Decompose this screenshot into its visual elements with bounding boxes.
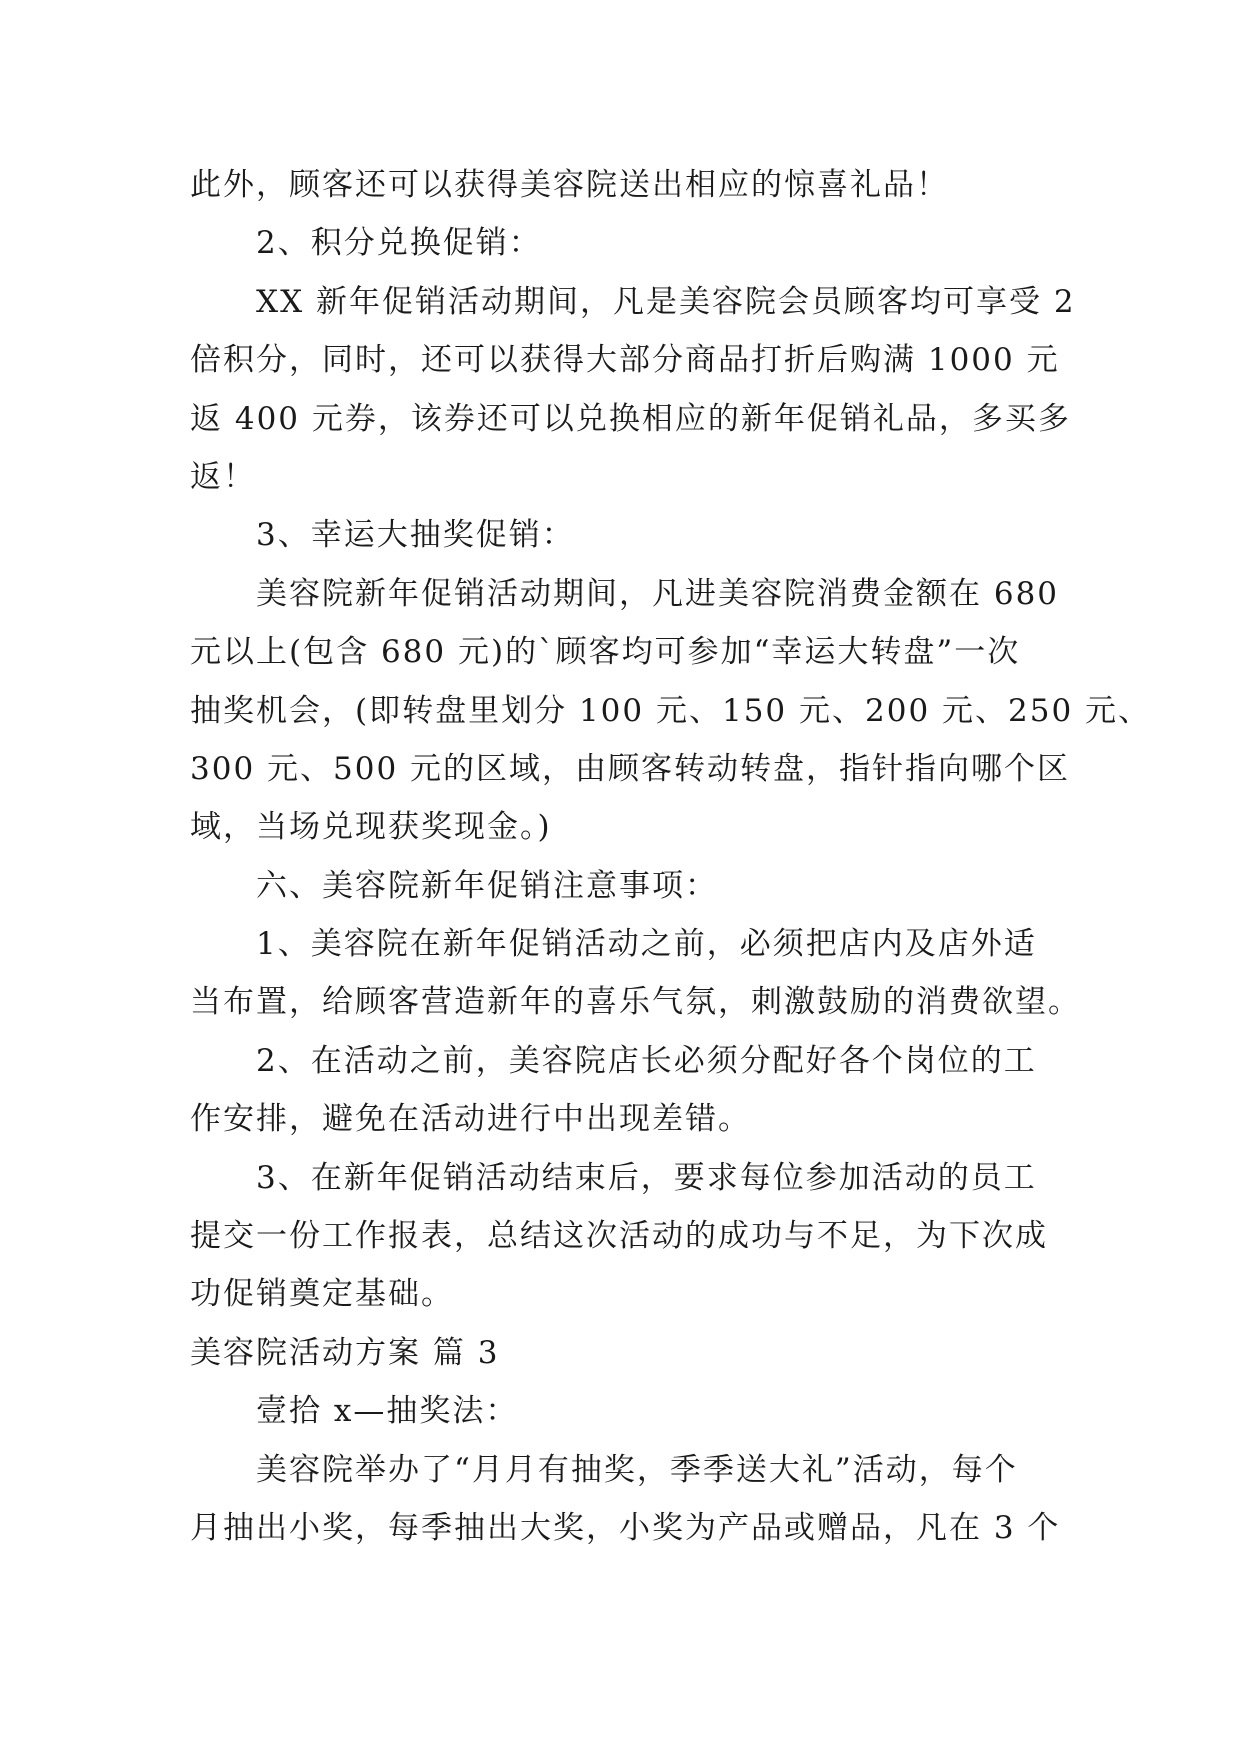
text-line: 当布置，给顾客营造新年的喜乐气氛，刺激鼓励的消费欲望。 (190, 984, 1081, 1021)
text-line: 作安排，避免在活动进行中出现差错。 (190, 1101, 751, 1138)
text-line: 此外，顾客还可以获得美容院送出相应的惊喜礼品！ (190, 167, 949, 203)
article-title: 美容院活动方案 篇 3 (190, 1334, 500, 1371)
document-body (190, 156, 1152, 1557)
text-line: 元以上(包含 680 元)的`顾客均可参加“幸运大转盘”一次 (190, 634, 1021, 671)
text-line: 域，当场兑现获奖现金。) (190, 809, 552, 846)
text-line: 月抽出小奖，每季抽出大奖，小奖为产品或赠品，凡在 3 个 (190, 1509, 1061, 1546)
text-line: 1、美容院在新年促销活动之前，必须把店内及店外适 (256, 926, 1037, 963)
text-line: 倍积分，同时，还可以获得大部分商品打折后购满 1000 元 (190, 342, 1060, 379)
text-line: 3、在新年促销活动结束后，要求每位参加活动的员工 (256, 1159, 1037, 1196)
text-line: XX 新年促销活动期间，凡是美容院会员顾客均可享受 2 (256, 283, 1076, 320)
text-line: 提交一份工作报表，总结这次活动的成功与不足，为下次成 (190, 1218, 1048, 1255)
section-heading: 六、美容院新年促销注意事项： (256, 867, 718, 904)
text-line: 功促销奠定基础。 (190, 1276, 454, 1313)
text-line: 返！ (190, 458, 256, 495)
section-heading: 2、积分兑换促销： (256, 225, 542, 262)
text-line: 2、在活动之前，美容院店长必须分配好各个岗位的工 (256, 1042, 1037, 1079)
text-line: 300 元、500 元的区域，由顾客转动转盘，指针指向哪个区 (190, 750, 1071, 787)
text-line: 返 400 元券，该券还可以兑换相应的新年促销礼品，多买多 (190, 400, 1071, 437)
section-heading: 壹拾 x—抽奖法： (256, 1393, 519, 1430)
text-line: 美容院新年促销活动期间，凡进美容院消费金额在 680 (256, 575, 1060, 612)
section-heading: 3、幸运大抽奖促销： (256, 517, 575, 554)
text-line: 抽奖机会，(即转盘里划分 100 元、150 元、200 元、250 元、 (190, 692, 1152, 729)
text-line: 美容院举办了“月月有抽奖，季季送大礼”活动，每个 (256, 1451, 1018, 1488)
